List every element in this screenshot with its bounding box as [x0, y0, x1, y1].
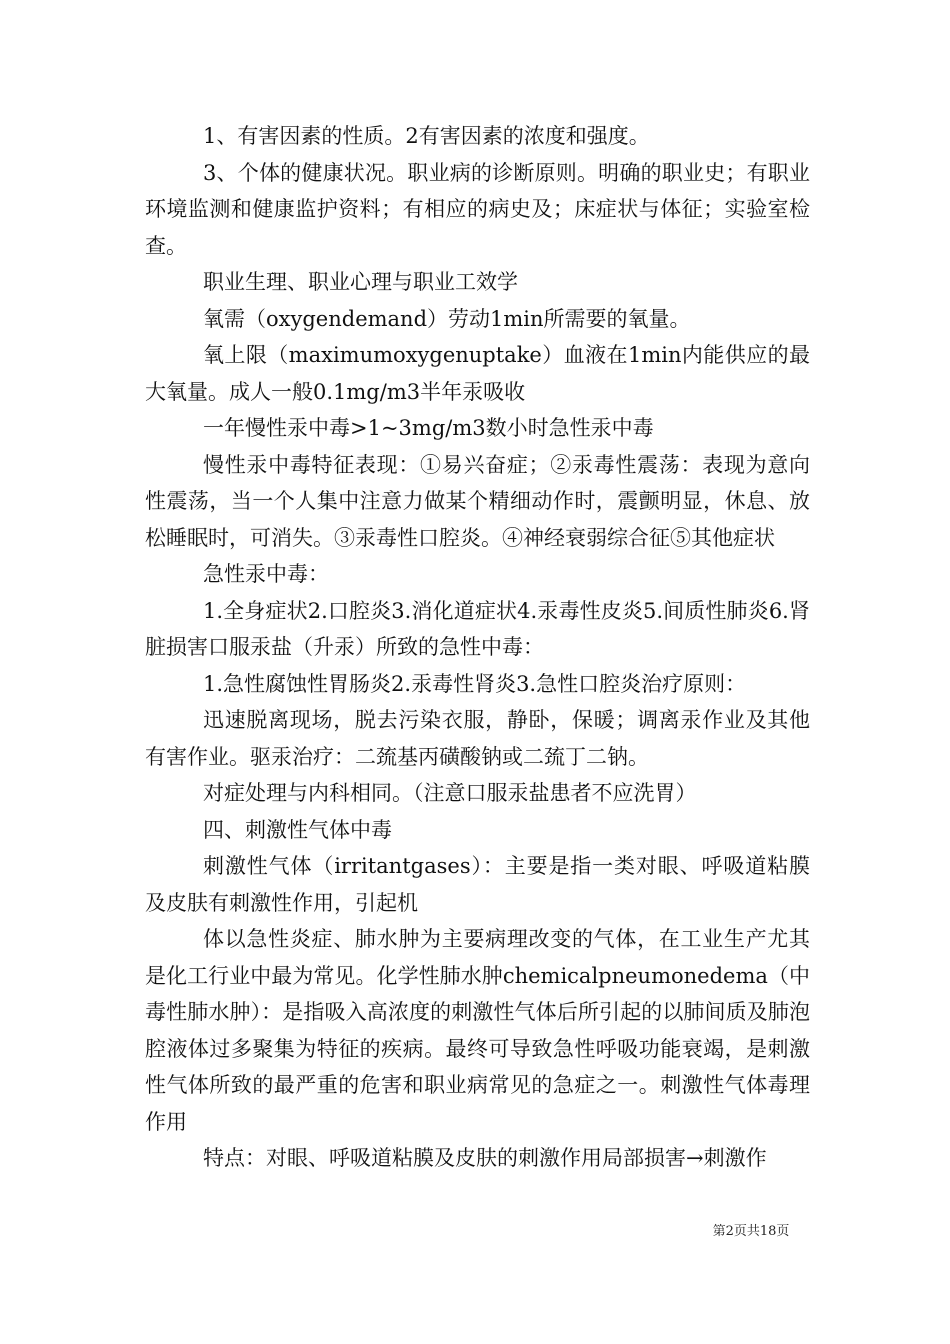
paragraph-6: 一年慢性汞中毒>1~3mg/m3数小时急性汞中毒: [203, 416, 654, 440]
paragraph-13: 四、刺激性气体中毒: [203, 817, 392, 842]
paragraph-15: 体以急性炎症、肺水肿为主要病理改变的气体，在工业生产尤其是化工行业中最为常见。化学性肺水肿chemicalpneumonedema（中毒性肺水肿）：是指吸入高浓度的刺激性气体后所引起的以肺间质及肺泡腔液体过多聚集为特征的疾病。最终可导致急性呼吸功能衰竭，是刺激性气体所致的最严重的危害和职业病常见的急症之一。刺激性气体毒理作用: [145, 927, 810, 1134]
paragraph-11: 迅速脱离现场，脱去污染衣服，静卧，保暖；调离汞作业及其他有害作业。驱汞治疗：二巯基丙磺酸钠或二巯丁二钠。: [145, 708, 810, 769]
paragraph-10: 1.急性腐蚀性胃肠炎2.汞毒性肾炎3.急性口腔炎治疗原则：: [203, 671, 747, 696]
paragraph-2: 3、个体的健康状况。职业病的诊断原则。明确的职业史；有职业环境监测和健康监护资料；有相应的病史及；床症状与体征；实验室检查。: [145, 160, 810, 258]
paragraph-3: 职业生理、职业心理与职业工效学: [203, 270, 518, 294]
page-footer: [0, 1220, 950, 1239]
paragraph-7: 慢性汞中毒特征表现：①易兴奋症；②汞毒性震荡：表现为意向性震荡，当一个人集中注意力做某个精细动作时，震颤明显，休息、放松睡眠时，可消失。③汞毒性口腔炎。④神经衰弱综合征⑤其他症状: [145, 452, 810, 550]
paragraph-1: 1、有害因素的性质。2有害因素的浓度和强度。: [203, 124, 650, 148]
paragraph-8: 急性汞中毒：: [203, 562, 329, 586]
document-body: [145, 118, 810, 1177]
paragraph-16: 特点：对眼、呼吸道粘膜及皮肤的刺激作用局部损害→刺激作: [203, 1146, 767, 1170]
paragraph-14: 刺激性气体（irritantgases）：主要是指一类对眼、呼吸道粘膜及皮肤有刺激性作用，引起机: [145, 854, 810, 915]
paragraph-5: 氧上限（maximumoxygenuptake）血液在1min内能供应的最大氧量。成人一般0.1mg/m3半年汞吸收: [145, 343, 810, 404]
page-number: 第2页共18页: [712, 1224, 790, 1239]
paragraph-9: 1.全身症状2.口腔炎3.消化道症状4.汞毒性皮炎5.间质性肺炎6.肾脏损害口服汞盐（升汞）所致的急性中毒：: [145, 598, 810, 659]
paragraph-12: 对症处理与内科相同。（注意口服汞盐患者不应洗胃）: [203, 781, 697, 805]
paragraph-4: 氧需（oxygendemand）劳动1min所需要的氧量。: [203, 306, 691, 331]
